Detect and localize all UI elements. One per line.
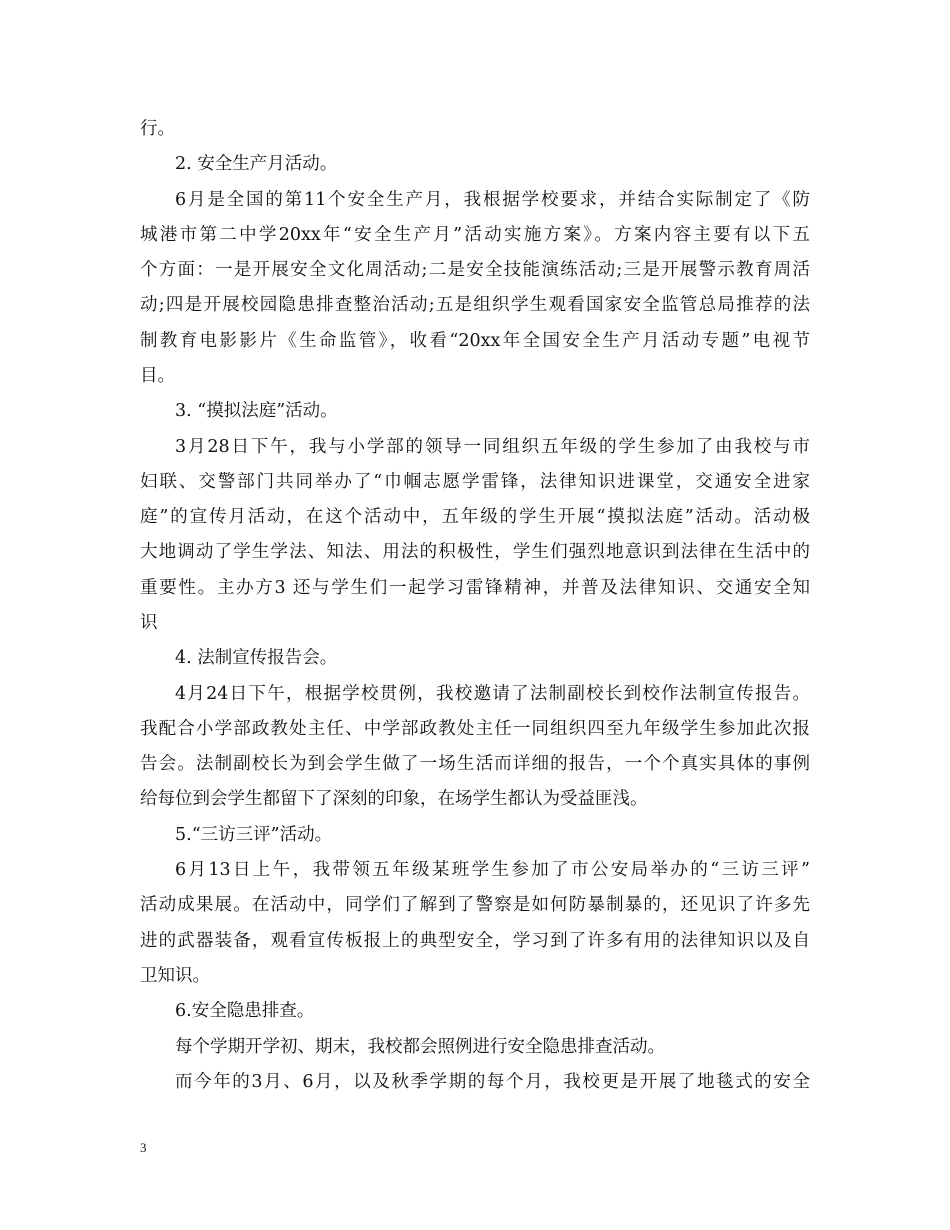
text-line: 卫知识。: [140, 966, 210, 986]
section-heading: 3. “摸拟法庭”活动。: [175, 401, 338, 421]
text-line: 活动成果展。在活动中，同学们了解到了警察是如何防暴制暴的，还见识了许多先: [140, 895, 810, 915]
text-line: 每个学期开学初、期末，我校都会照例进行安全隐患排查活动。: [175, 1037, 665, 1057]
text-line: 重要性。主办方3 还与学生们一起学习雷锋精神，并普及法律知识、交通安全知: [140, 578, 810, 598]
section-heading: 4. 法制宣传报告会。: [175, 648, 338, 668]
text-line: 6月是全国的第11个安全生产月，我根据学校要求，并结合实际制定了《防: [175, 190, 810, 210]
text-line: 动;四是开展校园隐患排查整治活动;五是组织学生观看国家安全监管总局推荐的法: [140, 295, 810, 315]
page-number: 3: [140, 1140, 147, 1155]
text-line: 而今年的3月、6月，以及秋季学期的每个月，我校更是开展了地毯式的安全: [175, 1072, 810, 1092]
text-line: 4月24日下午，根据学校贯例，我校邀请了法制副校长到校作法制宣传报告。: [175, 684, 810, 704]
text-line: 目。: [140, 366, 175, 386]
text-line: 制教育电影影片《生命监管》，收看“20xx年全国安全生产月活动专题”电视节: [140, 331, 810, 351]
text-line: 妇联、交警部门共同举办了“巾帼志愿学雷锋，法律知识进课堂，交通安全进家: [140, 472, 810, 492]
text-line: 庭”的宣传月活动，在这个活动中，五年级的学生开展“摸拟法庭”活动。活动极: [140, 507, 810, 527]
text-line: 6月13日上午，我带领五年级某班学生参加了市公安局举办的“三访三评”: [175, 860, 810, 880]
text-line: 识: [140, 613, 158, 633]
text-line: 我配合小学部政教处主任、中学部政教处主任一同组织四至九年级学生参加此次报: [140, 719, 810, 739]
text-line: 行。: [140, 119, 175, 139]
text-line: 城港市第二中学20xx年“安全生产月”活动实施方案》。方案内容主要有以下五: [140, 225, 810, 245]
section-heading: 6.安全隐患排查。: [175, 1001, 315, 1021]
section-heading: 5.“三访三评”活动。: [175, 825, 333, 845]
text-line: 3月28日下午，我与小学部的领导一同组织五年级的学生参加了由我校与市: [175, 437, 810, 457]
text-line: 大地调动了学生学法、知法、用法的积极性，学生们强烈地意识到法律在生活中的: [140, 542, 810, 562]
text-line: 告会。法制副校长为到会学生做了一场生活而详细的报告，一个个真实具体的事例: [140, 754, 810, 774]
text-line: 个方面：一是开展安全文化周活动;二是安全技能演练活动;三是开展警示教育周活: [140, 260, 810, 280]
text-line: 进的武器装备，观看宣传板报上的典型安全，学习到了许多有用的法律知识以及自: [140, 931, 810, 951]
text-line: 给每位到会学生都留下了深刻的印象，在场学生都认为受益匪浅。: [140, 789, 648, 809]
section-heading: 2. 安全生产月活动。: [175, 154, 338, 174]
